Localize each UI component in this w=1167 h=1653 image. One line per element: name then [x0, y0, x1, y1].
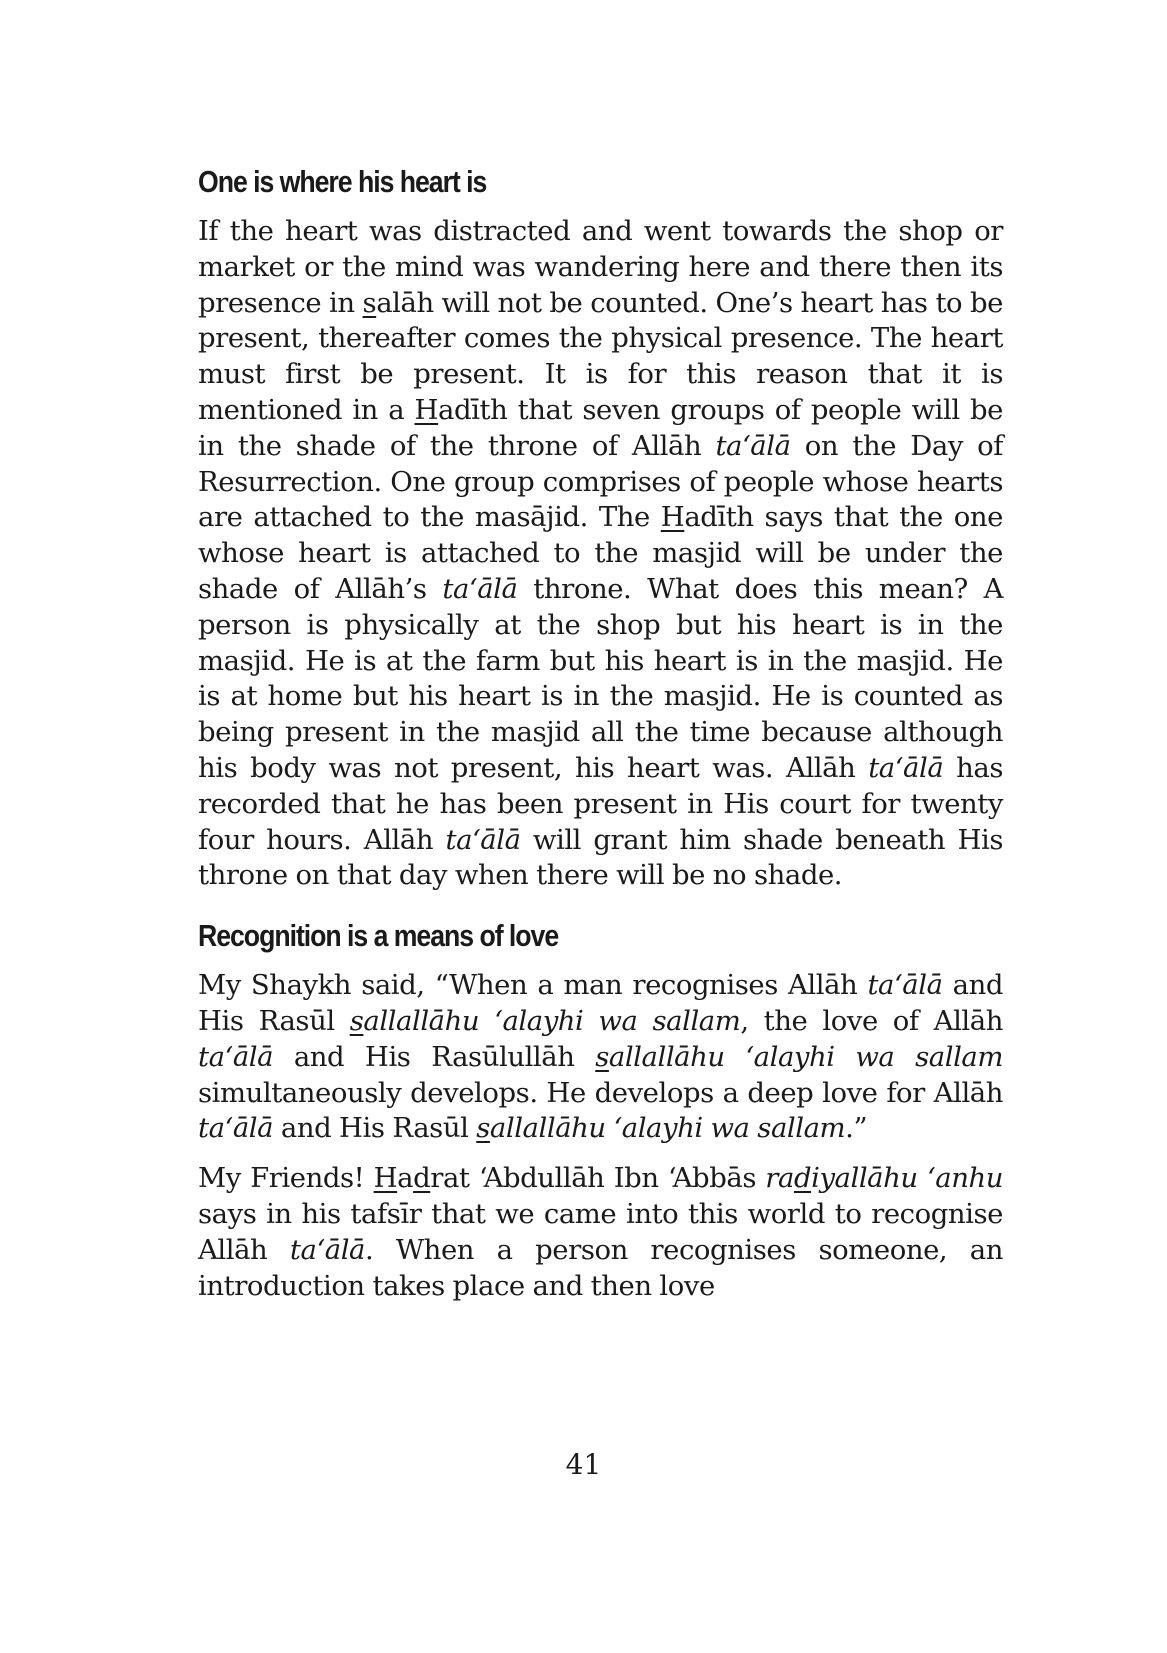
- italic-term: ta‘ālā: [868, 751, 944, 784]
- section-1-paragraph-1: If the heart was distracted and went towards the shop or market or the mind was wandering here and there then its presence in salāh will not be counted. One’s heart has to be present, thereafter comes the physical presence. The heart must first be present. It is for this reason that it is mentioned in a Hadīth that seven groups of people will be in the shade of the throne of Allāh ta‘ālā on the Day of Resurrection. One group comprises of people whose hearts are attached to the masājid. The Hadīth says that the one whose heart is attached to the masjid will be under the shade of Allāh’s ta‘ālā throne. What does this mean? A person is physically at the shop but his heart is in the masjid. He is at the farm but his heart is in the masjid. He is at home but his heart is in the masjid. He is counted as being present in the masjid all the time because although his body was not present, his heart was. Allāh ta‘ālā has recorded that he has been present in His court for twenty four hours. Allāh ta‘ālā will grant him shade beneath His throne on that day when there will be no shade.: [198, 215, 1003, 892]
- section-2-paragraph-2: My Friends! Hadrat ‘Abdullāh Ibn ‘Abbās radiyallāhu ‘anhu says in his tafsīr that we came into this world to recognise Allāh ta‘ālā. When a person recognises someone, an introduction takes place and then love: [198, 1162, 1004, 1302]
- italic-term: ta‘ālā: [715, 429, 791, 462]
- underlined-letter: s: [349, 1004, 364, 1037]
- section-heading-2: Recognition is a means of love: [198, 918, 559, 954]
- italic-term: sallallāhu ‘alayhi wa sallam: [349, 1004, 741, 1037]
- underlined-letter: H: [660, 501, 685, 534]
- italic-term: ta‘ālā: [198, 1040, 274, 1073]
- italic-term: sallallāhu ‘alayhi wa sallam: [476, 1112, 846, 1145]
- italic-term: ta‘ālā: [289, 1233, 365, 1266]
- underlined-letter: s: [595, 1040, 609, 1073]
- italic-term: ta‘ālā: [442, 572, 518, 605]
- section-heading-1: One is where his heart is: [198, 164, 487, 199]
- page-content: [198, 162, 1003, 1304]
- underlined-letter: s: [362, 286, 377, 319]
- italic-term: ta‘ālā: [445, 823, 521, 856]
- italic-term: ta‘ālā: [198, 1112, 274, 1145]
- section-2-paragraph-1: My Shaykh said, “When a man recognises Allāh ta‘ālā and His Rasūl sallallāhu ‘alayhi wa sallam, the love of Allāh ta‘ālā and His Rasūlullāh sallallāhu ‘alayhi wa sallam simultaneously develops. He develops a deep love for Allāh ta‘ālā and His Rasūl sallallāhu ‘alayhi wa sallam.”: [198, 969, 1003, 1145]
- italic-term: radiyallāhu ‘anhu: [765, 1162, 1003, 1195]
- underlined-letter: d: [793, 1162, 812, 1195]
- underlined-letter: d: [413, 1162, 431, 1195]
- underlined-letter: H: [414, 393, 439, 426]
- italic-term: sallallāhu ‘alayhi wa sallam: [595, 1040, 1003, 1073]
- italic-term: ta‘ālā: [867, 969, 943, 1002]
- underlined-letter: H: [373, 1162, 398, 1195]
- page-number: 41: [565, 1448, 602, 1481]
- underlined-letter: s: [476, 1112, 490, 1145]
